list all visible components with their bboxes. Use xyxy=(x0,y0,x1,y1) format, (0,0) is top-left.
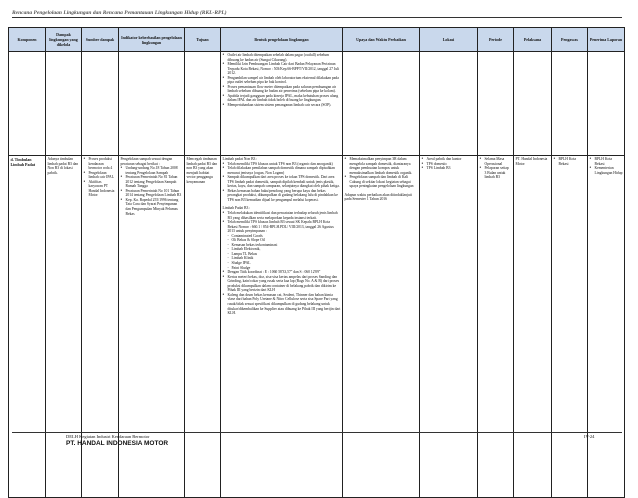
list-item: ● Kementerian Lingkungan Hidup xyxy=(595,166,623,175)
list-item: ● Telah memiliki TPS khusus limbah B3 sesuai SK Kepala BPLH Kota Bekasi Nomor : 660.1 / 854-BPLH.PDL/ VIII/2013, tanggal 26 Agustus 2013 untuk penyimpanan : xyxy=(228,220,341,234)
footer-rule xyxy=(12,432,622,433)
table-cell xyxy=(343,52,420,156)
list-item: - Lampu TL Bekas xyxy=(232,252,341,257)
table-cell xyxy=(9,52,46,156)
list-item: ● Areal pabrik dan kantor xyxy=(427,157,476,162)
bentuk-b3-intro: Limbah Padat B3 : xyxy=(222,206,251,211)
list-item: ● Kertas meteri bekas, doz, sisa-sisa kertas ampelas dari proses Sanding dan Grinding, kain/cokar yang rusak serta kaa lap (Rags No. A & B) dari proses produksi dikumpulkan dalam container di belakang pabrik dan dikirim ke Pihak III yang berizin dari KLH xyxy=(228,275,341,293)
upaya-cell xyxy=(343,156,420,498)
list-item: ● Proses produksi kendaraan bermotor roda 4 xyxy=(89,157,117,171)
list-item: - Kemasan bekas terkontaminasi xyxy=(232,243,341,248)
column-header: Bentuk pengelolaan lingkungan xyxy=(221,28,343,52)
column-header: Indikator keberhasilan pengelolaan lingkungan xyxy=(119,28,185,52)
column-header: Komponen xyxy=(9,28,46,52)
table-cell xyxy=(119,52,185,156)
header-rule xyxy=(12,17,622,18)
table-cell xyxy=(420,52,478,156)
column-header: Lokasi xyxy=(420,28,478,52)
table-cell xyxy=(46,52,82,156)
list-item: ● Kaleng dan drum bekas kemasan cat, Sealent, Thinner dan bahan kimia vlase dari bahan Poly Uretane & Nitro Cellulose serta sisa Spare Part yang rusak/tidak sesuai spesifikasi dikumpulkan di gudang belakang untuk ditukar/dikembalikan ke Supplier atau dibuang ke Pihak III yang berijin dari KLH. xyxy=(228,293,341,316)
list-item: - Paint Sludge xyxy=(232,266,341,271)
list-item: ● Memaksimalkan penyimpan 3R dalam mengelola sampah domestik, diantaranya dengan pembuatan kompos untuk memaksimalkan limbah domestik organik. xyxy=(350,157,418,175)
list-item: - Limbah Elektronik, xyxy=(232,247,341,252)
list-item: ● Telah memiliki TPS khusus untuk TPS non B3 (organic dan anorganik) xyxy=(228,162,341,167)
list-item: ● Dengan Titik koordinat : E : 1060 58'33,57" dan S : 060 12'09" xyxy=(228,270,341,275)
column-header: Pengawas xyxy=(552,28,588,52)
lokasi-cell xyxy=(420,156,478,498)
list-item: - Limbah Klinik xyxy=(232,256,341,261)
column-header: Pelaksana xyxy=(514,28,552,52)
pengawas-cell xyxy=(552,156,588,498)
column-header: Penerima Laporan xyxy=(588,28,625,52)
list-item: ● BPLH Kota Bekasi xyxy=(595,157,623,166)
table-cell xyxy=(552,52,588,156)
column-header: Periode xyxy=(478,28,514,52)
list-item: ● Memiliki Izin Pembuangan Limbah Cair dari Badan Pelayanan Perizinan Terpadu Kota Bekasi, Nomor : 503/Kep.66-BPPT/VII/2012, tanggal 27 Juli 2012. xyxy=(228,62,341,76)
table-cell xyxy=(514,52,552,156)
table-cell xyxy=(185,52,221,156)
indikator-intro: Pengelolaan sampah sesuai dengan peraturan sebagai berikut : xyxy=(120,157,173,166)
komponen-cell: d. Timbulan Limbah Padat xyxy=(9,156,46,498)
column-header: Sumber dampak xyxy=(82,28,119,52)
dampak-cell: Adanya timbulan limbah padat B3 dan Non B3 di lokasi pabrik. xyxy=(46,156,82,498)
list-item: ● Sampah dikumpulkan dari area proses ke tokan TPS domestik. Dari area TPS limbah padat domestik, sampah dipilah kembali untuk jenis plastik, kertas, kayu, dan sampah campuran, selanjutnya diangkut oleh pihak ketiga. xyxy=(228,175,341,189)
column-header: Tujuan xyxy=(185,28,221,52)
upaya-note: Adapun waktu perbaikan akan ditindaklanjuti pada Semester 1 Tahun 2016 xyxy=(344,192,412,202)
list-item: ● Selama Masa Operasional xyxy=(485,157,512,166)
list-item: - Contaminated Goods xyxy=(232,234,341,239)
column-header: Upaya dan Waktu Perbaikan xyxy=(343,28,420,52)
table-header-row xyxy=(9,28,625,52)
list-item: ● Aktifitas karyawan PT Handal Indonesia Motor xyxy=(89,180,117,198)
list-item: ● Pengambilan sampel air limbah oleh laboratorium eksternal dilakukan pada pipa outlet sebelum pipa ke bak kontrol. xyxy=(228,76,341,85)
table-row-continuation xyxy=(9,52,625,156)
list-item: ● Peraturan Pemerintah No 101 Tahun 2014 tentang Pengelolaan Limbah B3 xyxy=(126,189,183,198)
list-item: - Oli Bekas & Slope Oil xyxy=(232,238,341,243)
list-item: ● Pengelolaan sampah dan limbah di Kali Cakung di sekitar lokasi kegiatan sebagai upaya peningkatan pengelolaan lingkungan xyxy=(350,175,418,189)
page-header-title: Rencana Pengelolaan Lingkungan dan Rencana Pemantauan Lingkungan Hidup (RKL-RPL) xyxy=(12,10,227,16)
periode-cell xyxy=(478,156,514,498)
footer-document-title: DELH Kegiatan Industri Kendaraan Bermotor xyxy=(66,434,150,439)
list-item: ● TPS Limbah B3 xyxy=(427,166,476,171)
penerima-cell xyxy=(588,156,625,498)
pelaksana-cell: PT. Handal Indonesia Motor xyxy=(514,156,552,498)
list-item: ● Pelaporan setiap 3 Bulan untuk limbah B3 xyxy=(485,166,512,180)
list-item: ● Undang-undang No.18 Tahun 2008 tentang Pengelolaan Sampah xyxy=(126,166,183,175)
list-item: ● TPS domestic xyxy=(427,162,476,167)
table-cell xyxy=(82,52,119,156)
column-header: Dampak lingkungan yang dikelola xyxy=(46,28,82,52)
list-item: ● BPLH Kota Bekasi xyxy=(559,157,586,166)
table-cell xyxy=(588,52,625,156)
list-item: ● Mempertahankan sistem sistem penanganan limbah cair secara (SOP). xyxy=(228,103,341,108)
page-number: IV-24 xyxy=(584,434,595,439)
list-item: ● Outlet air limbah ditempatkan sebelah dalam pagar (outfall) sebelum dibuang ke badan air (Sungai Cikarang). xyxy=(228,53,341,62)
tujuan-cell: Mencegah timbunan limbah padat B3 dan non B3 yang akan menjadi habitat vector penggangu kenyamanan xyxy=(185,156,221,498)
list-item: ● Telah dilakukan pemilahan sampah domestik dimana sampah dipisahkan menurut jenisnya (organ, Non Logam) xyxy=(228,166,341,175)
list-item: - Sludge IPAL xyxy=(232,261,341,266)
table-cell xyxy=(478,52,514,156)
list-item: ● Apabila terjadi gangguan pada kinerja IPAL, maka kebutuhan proses ulang dalam IPAL dan air limbah tidak boleh di buang ke lingkungan. xyxy=(228,94,341,103)
list-item: ● Telah melakukan identifikasi dan pencatatan terhadap seluruh jenis limbah B3 yang dihasilkan serta melaporkan kepada instansi terkait. xyxy=(228,211,341,220)
bentuk-cell-continuation xyxy=(221,52,343,156)
list-item: ● Pengelolaan limbah cair IPAL xyxy=(89,171,117,180)
footer-company-name: PT. HANDAL INDONESIA MOTOR xyxy=(66,440,169,447)
bentuk-cell xyxy=(221,156,343,498)
list-item: ● Bekas kemasan bahan baku/penolong yang berupa kayu dan bekas perangkat produksi, dikumpulkan di gudang belakang lalu di pindahkan ke TPS non B3 kemudian dijual ke pengumpul melalui koperasi. xyxy=(228,189,341,203)
list-item: ● Peraturan Pemerintah No 81 Tahun 2012 tentang Pengelolaan Sampah Rumah Tangga xyxy=(126,175,183,189)
bentuk-nonb3-intro: Limbah padat Non B3 : xyxy=(222,157,258,161)
list-item: ● Kep. Ka. Bapedal 255/1996 tentang Tata Cara dan Syarat Penyimpanan dan Pengumpulan Minyak Pelumas Bekas xyxy=(126,198,183,216)
list-item: ● Proses pemantauan flow meter ditempatkan pada saluran pembuangan air limbah sebelum dibuang ke badan air penerima (sebelum pipa ke kolam). xyxy=(228,85,341,94)
rkl-table xyxy=(8,27,625,498)
